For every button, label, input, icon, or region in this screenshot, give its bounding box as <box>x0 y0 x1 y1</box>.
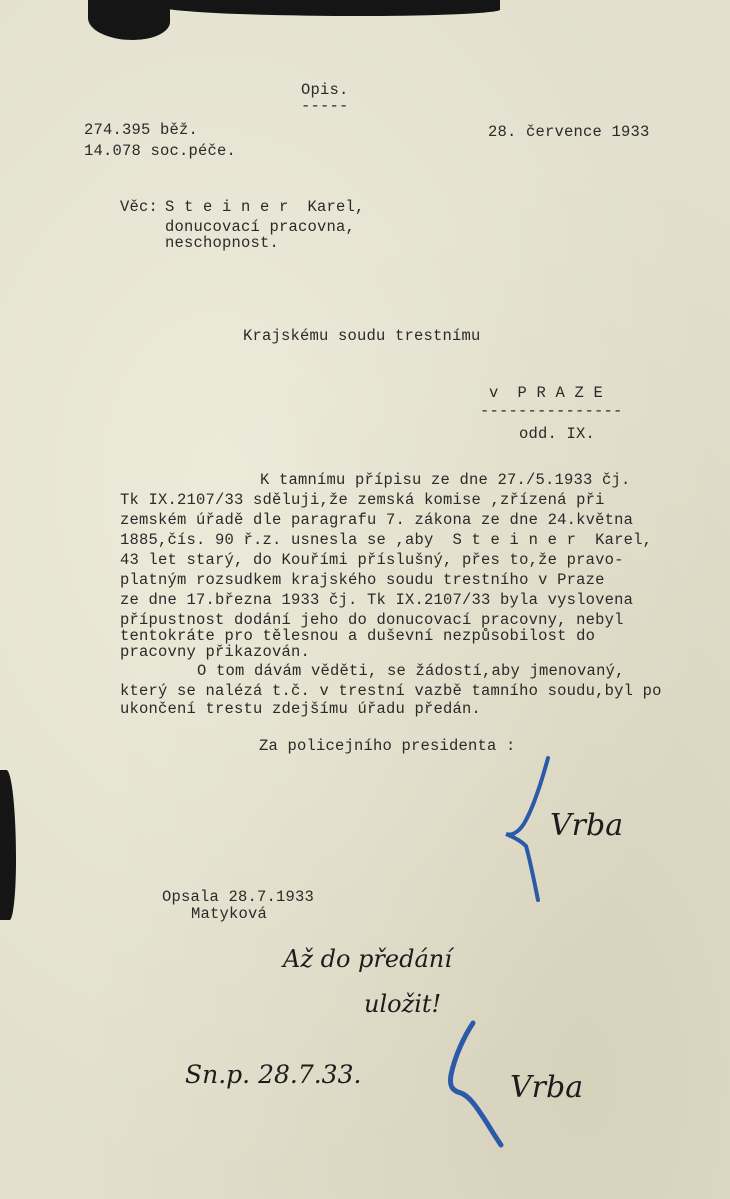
city-underline: --------------- <box>480 402 623 420</box>
document-date: 28. července 1933 <box>488 123 650 141</box>
handwritten-note: Až do předání <box>283 945 452 973</box>
body-line: platným rozsudkem krajského soudu trestního v Praze <box>120 571 605 589</box>
handwritten-note: uložit! <box>364 990 442 1018</box>
body-line: Tk IX.2107/33 sděluji,že zemská komise ,zřízená při <box>120 491 605 509</box>
copy-note: Opsala 28.7.1933 <box>162 888 315 906</box>
body-line: ukončení trestu zdejšímu úřadu předán. <box>120 700 482 718</box>
recipient-city: v P R A Z E <box>489 384 604 402</box>
body-line: ze dne 17.března 1933 čj. Tk IX.2107/33 byla vyslovena <box>120 591 634 609</box>
body-line: 1885,čís. 90 ř.z. usnesla se ,aby S t e i n e r Karel, <box>120 531 653 549</box>
signature-stroke-blue <box>435 1015 515 1155</box>
subject-line: S t e i n e r Karel, <box>165 198 365 216</box>
copy-note-name: Matyková <box>191 905 268 923</box>
subject-line: neschopnost. <box>165 234 280 252</box>
body-line: zemském úřadě dle paragrafu 7. zákona ze dne 24.května <box>120 511 634 529</box>
reference-number: 274.395 běž. <box>84 121 199 139</box>
body-line: K tamnímu přípisu ze dne 27./5.1933 čj. <box>260 471 631 489</box>
torn-corner-top <box>88 0 170 40</box>
signature-name: Vrba <box>510 1070 584 1105</box>
body-line: O tom dávám věděti, se žádostí,aby jmenovaný, <box>197 662 625 680</box>
recipient: Krajskému soudu trestnímu <box>243 327 481 345</box>
torn-edge-left <box>0 770 16 920</box>
heading-underline: ----- <box>301 97 349 115</box>
body-line: 43 let starý, do Kouřími příslušný, přes to,že pravo- <box>120 551 624 569</box>
recipient-department: odd. IX. <box>519 425 596 443</box>
signature-name: Vrba <box>550 808 624 843</box>
body-line: pracovny přikazován. <box>120 643 311 661</box>
handwritten-date: Sn.p. 28.7.33. <box>185 1060 362 1089</box>
torn-edge-top <box>160 0 500 16</box>
document-heading: Opis. <box>301 81 349 99</box>
closing-line: Za policejního presidenta : <box>259 737 516 755</box>
body-line: tentokráte pro tělesnou a duševní nezpůsobilost do <box>120 627 596 645</box>
subject-line: donucovací pracovna, <box>165 218 356 236</box>
body-line: který se nalézá t.č. v trestní vazbě tamního soudu,byl po <box>120 682 662 700</box>
body-line: přípustnost dodání jeho do donucovací pracovny, nebyl <box>120 611 624 629</box>
reference-number-social: 14.078 soc.péče. <box>84 142 237 160</box>
subject-label: Věc: <box>120 198 159 216</box>
